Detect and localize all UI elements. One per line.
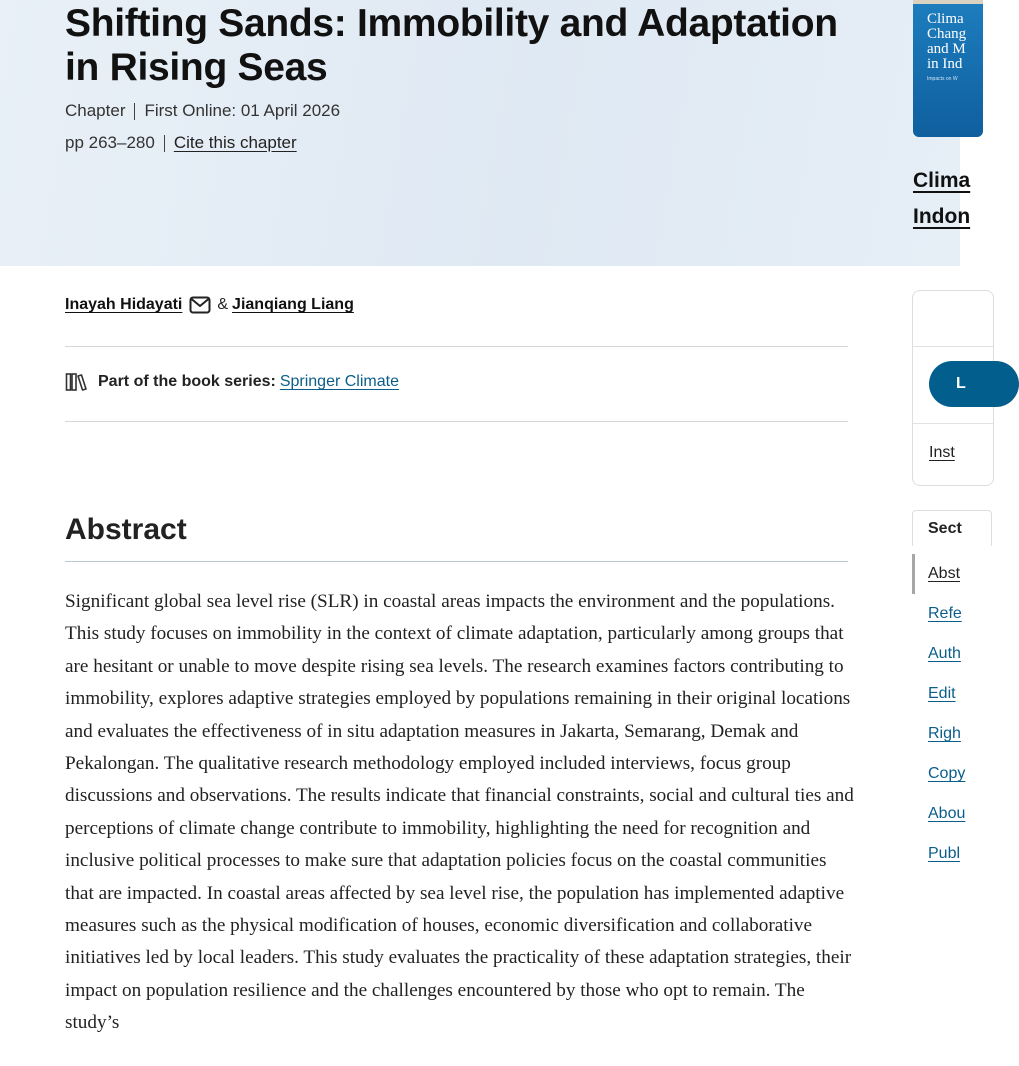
sections-nav-about[interactable]: Abou [928,805,966,822]
access-panel [912,290,994,486]
email-icon[interactable] [189,296,211,314]
sections-nav-abstract[interactable]: Abst [912,554,972,594]
book-series-link[interactable]: Springer Climate [279,373,399,390]
book-cover-title: Clima Chang and M in Ind [927,11,967,72]
panel-divider [913,346,993,347]
chapter-meta [65,101,340,121]
chapter-header [0,0,971,266]
login-button[interactable]: L [929,361,1019,407]
author-link-hidayati[interactable]: Inayah Hidayati [65,296,183,313]
sections-nav-copyright[interactable]: Copy [928,765,966,782]
meta-separator [134,103,135,120]
book-cover-subtitle: Impacts on W [927,76,958,82]
abstract-heading: Abstract [65,513,187,546]
page-range: pp 263–280 [65,133,155,152]
book-series [65,372,399,392]
meta-separator [164,135,165,152]
book-series-icon [65,372,89,392]
chapter-pages-row [65,133,297,153]
book-series-label: Part of the book series: [98,373,276,390]
sections-nav-references[interactable]: Refe [928,605,962,622]
abstract-divider [65,561,848,562]
divider [65,346,848,347]
first-online-date: First Online: 01 April 2026 [144,101,341,120]
abstract-text: Significant global sea level rise (SLR) in coastal areas impacts the environment and the populations. This study focuses on immobility in the context of climate adaptation, particularly among groups that are hesitant or unable to move despite rising sea levels. The research examines factors contributing to immobility, explores adaptive strategies employed by populations remaining in their original locations and evaluates the effectiveness of in situ adaptation measures in Jakarta, Semarang, Demak and Pekalongan. The qualitative research methodology employed included interviews, focus group discussions and observations. The results indicate that financial constraints, social and cultural ties and perceptions of climate change contribute to immobility, highlighting the need for recognition and inclusive political processes to make sure that adaptation policies focus on the coastal communities that are impacted. In coastal areas affected by sea level rise, the population has implemented adaptive measures such as the physical modification of houses, economic diversification and collaborative initiatives led by local leaders. This study evaluates the practicality of these adaptation strategies, their impact on population resilience and the challenges encountered by those who opt to remain. The study’s [65,591,854,1034]
cite-chapter-link[interactable]: Cite this chapter [173,133,297,152]
sections-nav-editor-info[interactable]: Edit [928,685,956,702]
content-type: Chapter [65,101,126,120]
divider [65,421,848,422]
book-title-link[interactable]: Clima Indon [913,169,971,228]
sections-nav-author-info[interactable]: Auth [928,645,961,662]
panel-divider [913,423,993,424]
book-cover-image[interactable] [913,0,983,137]
page-title: Shifting Sands: Immobility and Adaptation in Rising Seas [65,2,838,89]
author-link-liang[interactable]: Jianqiang Liang [232,296,354,313]
author-separator: & [217,296,229,313]
sections-nav-rights[interactable]: Righ [928,725,961,742]
author-list [65,296,354,314]
institutional-login-link[interactable]: Inst [929,444,955,461]
sections-heading: Sect [912,510,992,546]
sections-nav-publish[interactable]: Publ [928,845,961,862]
